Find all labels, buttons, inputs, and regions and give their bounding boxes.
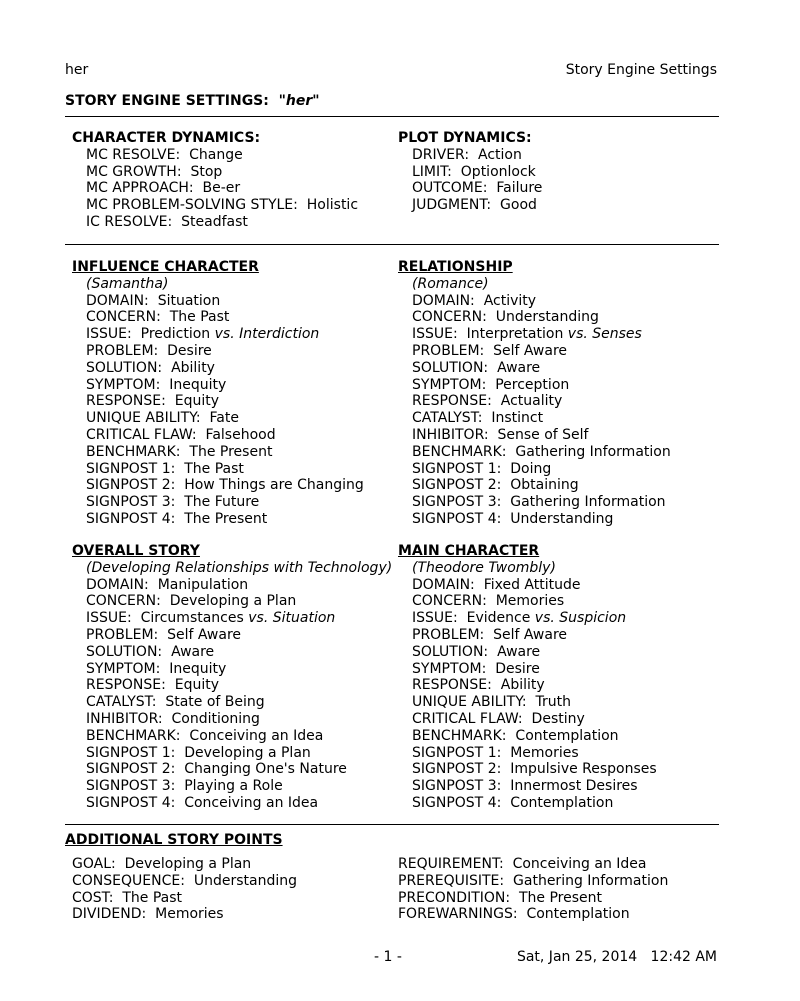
- story-point-value: Doing: [510, 460, 552, 477]
- story-point-value: Destiny: [531, 710, 585, 727]
- story-point-value: Contemplation: [510, 794, 614, 811]
- story-point-label: CONSEQUENCE:: [72, 872, 185, 889]
- story-point-label: DRIVER:: [412, 146, 470, 163]
- story-point-row: [72, 309, 364, 326]
- story-point-row: [72, 511, 364, 528]
- story-point-row: [72, 164, 358, 181]
- story-point-row: [398, 644, 657, 661]
- story-point-value: Developing a Plan: [169, 593, 297, 610]
- story-point-value: Contemplation: [526, 906, 630, 923]
- divider-dynamics: [65, 244, 719, 245]
- story-point-label: PROBLEM:: [412, 626, 485, 643]
- story-point-value: Understanding: [193, 872, 297, 889]
- story-point-label: ISSUE:: [86, 610, 132, 627]
- story-point-row: [72, 593, 392, 610]
- story-point-row: [398, 180, 542, 197]
- story-point-label: SIGNPOST 1:: [412, 460, 502, 477]
- story-point-value: Equity: [174, 393, 220, 410]
- additional-heading: ADDITIONAL STORY POINTS: [65, 832, 283, 848]
- print-timestamp: [517, 949, 717, 965]
- story-point-row: [398, 293, 671, 310]
- story-point-value: Conceiving an Idea: [184, 794, 319, 811]
- story-point-vs: vs.: [534, 610, 555, 627]
- story-point-value: Be-er: [202, 180, 241, 197]
- story-point-value: Sense of Self: [497, 426, 589, 443]
- story-point-label: DOMAIN:: [86, 292, 149, 309]
- story-point-value: The Past: [122, 889, 182, 906]
- story-point-label: UNIQUE ABILITY:: [412, 694, 527, 711]
- story-point-value: Gathering Information: [510, 494, 666, 511]
- story-point-row: [398, 343, 671, 360]
- story-point-label: COST:: [72, 889, 114, 906]
- main-character-section: [398, 543, 657, 812]
- story-point-label: CRITICAL FLAW:: [412, 710, 523, 727]
- story-point-row: [398, 745, 657, 762]
- story-point-label: SIGNPOST 3:: [86, 494, 176, 511]
- story-point-label: SIGNPOST 4:: [86, 794, 176, 811]
- story-point-value: Developing a Plan: [124, 856, 252, 872]
- story-point-vs: vs.: [248, 610, 269, 627]
- story-point-label: IC RESOLVE:: [86, 213, 173, 230]
- story-point-row: [398, 377, 671, 394]
- story-point-counterpoint: Suspicion: [559, 610, 627, 627]
- story-point-label: MC RESOLVE:: [86, 146, 181, 163]
- story-point-row: [72, 761, 392, 778]
- story-point-label: CONCERN:: [86, 309, 161, 326]
- section-heading: MAIN CHARACTER: [398, 543, 540, 559]
- print-time: 12:42 AM: [650, 949, 717, 965]
- story-point-value: Failure: [496, 180, 543, 197]
- story-point-vs: vs.: [567, 326, 588, 343]
- story-point-row: [398, 890, 668, 907]
- story-point-row: [72, 461, 364, 478]
- story-point-value: Equity: [174, 677, 220, 694]
- story-point-row: [398, 778, 657, 795]
- page-header-left: her: [65, 62, 89, 78]
- story-point-row: [72, 147, 358, 164]
- story-point-label: PROBLEM:: [412, 342, 485, 359]
- story-point-row: [398, 461, 671, 478]
- story-point-value: Aware: [171, 643, 215, 660]
- story-point-row: [72, 410, 364, 427]
- story-point-value: Fixed Attitude: [483, 576, 581, 593]
- story-point-label: BENCHMARK:: [412, 727, 507, 744]
- story-point-value: Desire: [495, 660, 540, 677]
- story-point-row: [398, 444, 671, 461]
- story-point-label: SOLUTION:: [86, 643, 163, 660]
- document-title-label: STORY ENGINE SETTINGS:: [65, 93, 269, 109]
- story-point-value: Playing a Role: [184, 778, 283, 795]
- story-point-label: PROBLEM:: [86, 626, 159, 643]
- story-point-label: GOAL:: [72, 856, 116, 872]
- story-point-value: How Things are Changing: [184, 477, 364, 494]
- story-point-value: Ability: [171, 359, 215, 376]
- story-point-label: INHIBITOR:: [412, 426, 489, 443]
- story-point-value: Gathering Information: [515, 443, 671, 460]
- story-point-counterpoint: Interdiction: [239, 326, 320, 343]
- story-point-row: [72, 627, 392, 644]
- story-point-label: PROBLEM:: [86, 342, 159, 359]
- story-point-value: The Present: [189, 443, 273, 460]
- overall-story-section: [72, 543, 392, 812]
- story-point-label: SIGNPOST 3:: [412, 778, 502, 795]
- story-point-row: [398, 326, 671, 343]
- story-point-value: The Past: [184, 460, 244, 477]
- section-heading: INFLUENCE CHARACTER: [72, 259, 259, 275]
- story-point-row: [72, 856, 297, 873]
- story-point-row: [72, 214, 358, 231]
- story-point-value: Aware: [497, 359, 541, 376]
- story-point-value: Circumstances: [140, 610, 244, 627]
- divider-top: [65, 116, 719, 117]
- story-point-label: SIGNPOST 4:: [86, 510, 176, 527]
- story-point-value: Steadfast: [181, 213, 248, 230]
- story-point-label: SIGNPOST 1:: [412, 744, 502, 761]
- story-point-label: DIVIDEND:: [72, 906, 147, 923]
- story-point-label: UNIQUE ABILITY:: [86, 410, 201, 427]
- story-point-row: [398, 711, 657, 728]
- section-subtitle: (Theodore Twombly): [412, 559, 556, 576]
- section-heading: CHARACTER DYNAMICS:: [72, 130, 261, 146]
- story-point-label: SOLUTION:: [412, 643, 489, 660]
- section-subtitle: (Developing Relationships with Technology): [86, 559, 393, 576]
- story-point-label: SYMPTOM:: [412, 376, 487, 393]
- story-point-value: Inequity: [169, 660, 227, 677]
- influence-character-section: [72, 259, 364, 528]
- story-point-row: [398, 906, 668, 923]
- story-point-row: [398, 410, 671, 427]
- story-point-row: [72, 293, 364, 310]
- story-point-label: DOMAIN:: [86, 576, 149, 593]
- story-point-label: ISSUE:: [412, 610, 458, 627]
- story-point-value: Evidence: [466, 610, 531, 627]
- story-point-row: [72, 343, 364, 360]
- story-point-label: SIGNPOST 4:: [412, 510, 502, 527]
- story-point-row: [398, 427, 671, 444]
- story-point-value: The Past: [169, 309, 230, 326]
- story-point-label: REQUIREMENT:: [398, 856, 504, 872]
- story-point-value: Gathering Information: [513, 872, 669, 889]
- document-title: [65, 93, 320, 109]
- story-point-value: Activity: [483, 292, 537, 309]
- story-point-label: RESPONSE:: [412, 677, 492, 694]
- story-point-label: RESPONSE:: [86, 393, 166, 410]
- story-point-label: DOMAIN:: [412, 576, 475, 593]
- story-point-label: INHIBITOR:: [86, 710, 163, 727]
- story-point-label: FOREWARNINGS:: [398, 906, 518, 923]
- story-point-value: The Present: [519, 889, 603, 906]
- story-point-value: Changing One's Nature: [184, 761, 347, 778]
- story-point-row: [398, 197, 542, 214]
- section-subtitle: (Romance): [412, 275, 489, 292]
- page-number: - 1 -: [374, 949, 402, 965]
- story-point-row: [72, 661, 392, 678]
- document-title-name: "her": [278, 93, 320, 109]
- story-point-label: SYMPTOM:: [86, 376, 161, 393]
- story-point-label: SOLUTION:: [412, 359, 489, 376]
- story-point-row: [72, 795, 392, 812]
- story-point-row: [398, 728, 657, 745]
- story-point-row: [398, 577, 657, 594]
- story-point-label: SIGNPOST 2:: [412, 477, 502, 494]
- story-point-value: Self Aware: [167, 626, 242, 643]
- story-point-value: Conditioning: [171, 710, 260, 727]
- story-point-value: Optionlock: [460, 163, 536, 180]
- story-point-label: ISSUE:: [412, 326, 458, 343]
- story-point-label: MC PROBLEM-SOLVING STYLE:: [86, 197, 298, 214]
- story-point-label: SIGNPOST 4:: [412, 794, 502, 811]
- story-point-row: [398, 761, 657, 778]
- story-point-label: CATALYST:: [412, 410, 483, 427]
- section-subtitle: (Samantha): [86, 275, 169, 292]
- story-point-label: MC APPROACH:: [86, 180, 194, 197]
- story-point-row: [398, 164, 542, 181]
- story-point-row: [398, 360, 671, 377]
- story-point-value: Perception: [495, 376, 570, 393]
- story-point-label: OUTCOME:: [412, 180, 488, 197]
- story-point-row: [72, 444, 364, 461]
- story-point-row: [72, 694, 392, 711]
- story-point-label: SYMPTOM:: [412, 660, 487, 677]
- story-point-row: [72, 610, 392, 627]
- story-point-label: RESPONSE:: [412, 393, 492, 410]
- story-point-value: Prediction: [140, 326, 211, 343]
- plot-dynamics-section: [398, 130, 542, 214]
- story-point-row: [72, 477, 364, 494]
- story-point-row: [398, 795, 657, 812]
- story-point-row: [72, 393, 364, 410]
- story-point-row: [72, 873, 297, 890]
- story-point-value: Aware: [497, 643, 541, 660]
- story-point-label: SIGNPOST 3:: [86, 778, 176, 795]
- story-point-label: SIGNPOST 3:: [412, 494, 502, 511]
- divider-additional: [65, 824, 719, 825]
- story-point-label: BENCHMARK:: [86, 443, 181, 460]
- story-point-row: [72, 711, 392, 728]
- story-point-label: SIGNPOST 1:: [86, 744, 176, 761]
- story-point-value: Ability: [500, 677, 545, 694]
- story-point-row: [72, 180, 358, 197]
- story-point-counterpoint: Situation: [272, 610, 336, 627]
- story-point-label: SYMPTOM:: [86, 660, 161, 677]
- story-point-counterpoint: Senses: [592, 326, 642, 343]
- story-point-value: Understanding: [495, 309, 599, 326]
- story-point-label: CONCERN:: [412, 593, 487, 610]
- story-point-label: LIMIT:: [412, 163, 452, 180]
- story-point-value: Memories: [495, 593, 565, 610]
- section-heading: OVERALL STORY: [72, 543, 200, 559]
- story-point-row: [72, 360, 364, 377]
- story-point-value: Understanding: [510, 510, 614, 527]
- additional-left-column: [72, 856, 297, 923]
- story-point-value: Impulsive Responses: [510, 761, 657, 778]
- story-point-label: SIGNPOST 2:: [412, 761, 502, 778]
- story-point-row: [398, 477, 671, 494]
- story-point-label: BENCHMARK:: [412, 443, 507, 460]
- additional-right-column: [398, 856, 668, 923]
- story-point-value: Interpretation: [466, 326, 564, 343]
- story-point-value: Innermost Desires: [510, 778, 638, 795]
- story-point-value: Conceiving an Idea: [189, 727, 324, 744]
- story-point-label: SIGNPOST 2:: [86, 477, 176, 494]
- story-point-label: DOMAIN:: [412, 292, 475, 309]
- story-point-value: Self Aware: [493, 626, 568, 643]
- story-point-label: CRITICAL FLAW:: [86, 426, 197, 443]
- story-point-label: SOLUTION:: [86, 359, 163, 376]
- story-point-row: [398, 627, 657, 644]
- story-point-label: BENCHMARK:: [86, 727, 181, 744]
- story-point-value: Holistic: [306, 197, 359, 214]
- story-point-value: Conceiving an Idea: [512, 856, 647, 872]
- print-date: Sat, Jan 25, 2014: [516, 949, 638, 965]
- story-point-row: [72, 494, 364, 511]
- story-point-row: [72, 577, 392, 594]
- section-heading: PLOT DYNAMICS:: [398, 130, 532, 146]
- story-point-label: PREREQUISITE:: [398, 872, 505, 889]
- story-point-value: Situation: [157, 292, 221, 309]
- story-point-value: Developing a Plan: [184, 744, 311, 761]
- story-point-row: [398, 677, 657, 694]
- story-point-row: [398, 661, 657, 678]
- story-point-value: Good: [500, 197, 537, 214]
- story-point-label: SIGNPOST 1:: [86, 460, 176, 477]
- story-point-value: Desire: [167, 342, 212, 359]
- story-point-value: Inequity: [169, 376, 227, 393]
- story-point-value: Obtaining: [510, 477, 579, 494]
- story-point-value: Actuality: [500, 393, 563, 410]
- story-point-label: JUDGMENT:: [412, 197, 492, 214]
- story-point-label: RESPONSE:: [86, 677, 166, 694]
- story-point-value: Falsehood: [205, 426, 276, 443]
- section-heading: RELATIONSHIP: [398, 259, 513, 275]
- story-point-row: [72, 677, 392, 694]
- story-point-value: Contemplation: [515, 727, 619, 744]
- story-point-label: ISSUE:: [86, 326, 132, 343]
- story-point-row: [398, 393, 671, 410]
- story-point-label: MC GROWTH:: [86, 163, 182, 180]
- story-point-value: Stop: [190, 163, 223, 180]
- story-point-row: [398, 147, 542, 164]
- story-point-row: [72, 890, 297, 907]
- page-header-right: Story Engine Settings: [565, 62, 717, 78]
- story-point-row: [72, 377, 364, 394]
- story-point-label: CONCERN:: [412, 309, 487, 326]
- story-point-value: Self Aware: [493, 342, 568, 359]
- story-point-value: Memories: [155, 906, 224, 923]
- story-point-value: Action: [477, 146, 522, 163]
- story-point-label: SIGNPOST 2:: [86, 761, 176, 778]
- story-point-value: Instinct: [491, 410, 544, 427]
- story-point-row: [398, 610, 657, 627]
- story-point-row: [398, 856, 668, 873]
- story-point-row: [72, 906, 297, 923]
- story-point-label: PRECONDITION:: [398, 889, 511, 906]
- story-point-row: [398, 309, 671, 326]
- story-point-row: [398, 694, 657, 711]
- relationship-section: [398, 259, 671, 528]
- story-point-row: [72, 326, 364, 343]
- story-point-row: [398, 593, 657, 610]
- story-point-row: [398, 511, 671, 528]
- story-point-value: Fate: [209, 410, 239, 427]
- story-point-row: [398, 873, 668, 890]
- story-point-value: Memories: [510, 744, 579, 761]
- story-point-value: Manipulation: [157, 576, 249, 593]
- character-dynamics-section: [72, 130, 358, 231]
- story-point-label: CONCERN:: [86, 593, 161, 610]
- story-point-row: [72, 644, 392, 661]
- story-point-value: State of Being: [165, 694, 265, 711]
- story-point-vs: vs.: [214, 326, 235, 343]
- story-point-value: Change: [189, 146, 243, 163]
- story-point-row: [72, 427, 364, 444]
- story-point-value: Truth: [535, 694, 572, 711]
- story-point-row: [72, 197, 358, 214]
- story-point-row: [72, 728, 392, 745]
- story-point-row: [72, 745, 392, 762]
- story-point-row: [398, 494, 671, 511]
- story-point-row: [72, 778, 392, 795]
- story-point-value: The Present: [184, 510, 268, 527]
- story-point-label: CATALYST:: [86, 694, 157, 711]
- story-point-value: The Future: [184, 494, 260, 511]
